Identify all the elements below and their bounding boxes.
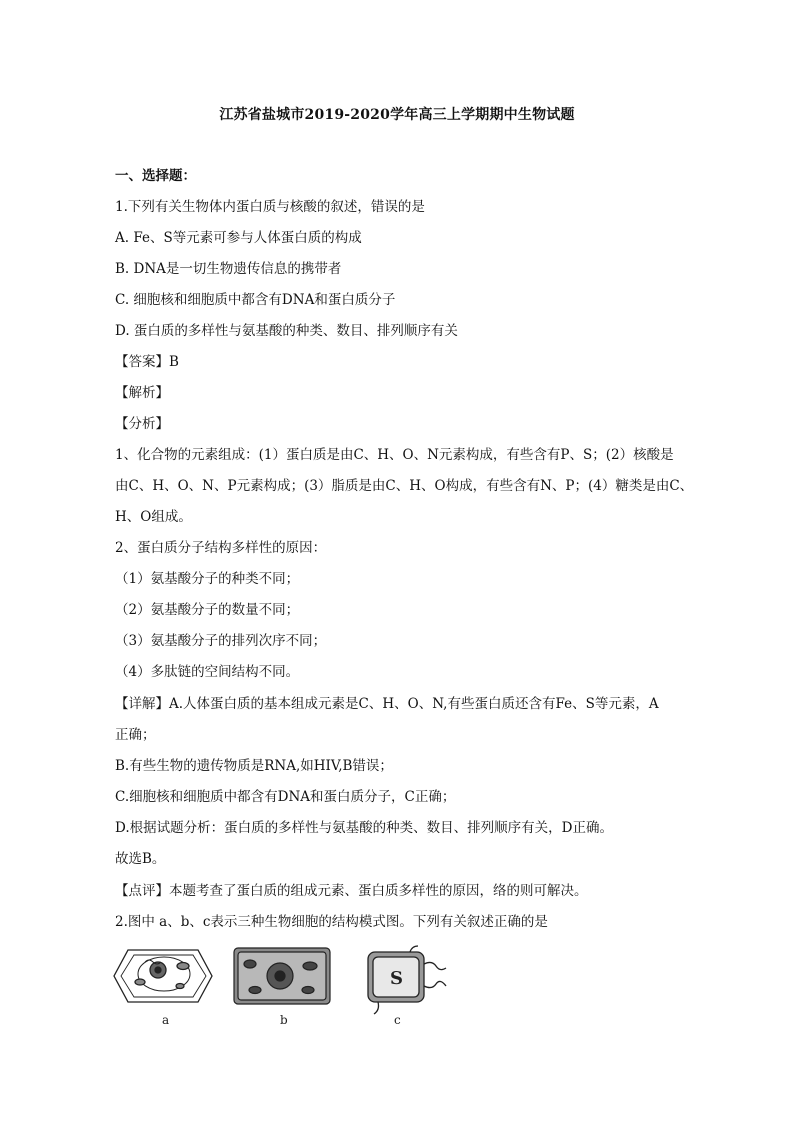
figure-label-c: c	[394, 1013, 401, 1027]
detail-line: 【详解】A.人体蛋白质的基本组成元素是C、H、O、N,有些蛋白质还含有Fe、S等元素，A	[115, 696, 659, 712]
analysis-line: （4）多肽链的空间结构不同。	[115, 664, 300, 680]
detail-line: 正确；	[115, 727, 156, 743]
analysis-line: 2、蛋白质分子结构多样性的原因：	[115, 540, 327, 556]
cell-c-nucleoid-label: S	[390, 968, 403, 989]
analysis-line: （1）氨基酸分子的种类不同；	[115, 571, 300, 587]
analysis-line: 1、化合物的元素组成：(1）蛋白质是由C、H、O、N元素构成，有些含有P、S；(2）核酸是	[115, 447, 674, 463]
option-c: C. 细胞核和细胞质中都含有DNA和蛋白质分子	[115, 292, 396, 308]
plant-cell-diagram	[114, 950, 212, 1002]
option-b: B. DNA是一切生物遗传信息的携带者	[115, 261, 342, 277]
analysis-line: （2）氨基酸分子的数量不同；	[115, 602, 300, 618]
figure-label-b: b	[280, 1013, 288, 1027]
detail-line: B.有些生物的遗传物质是RNA,如HIV,B错误；	[115, 758, 393, 774]
analysis-line: 由C、H、O、N、P元素构成；(3）脂质是由C、H、O构成，有些含有N、P；(4）糖类是由C、	[115, 478, 694, 494]
page-title: 江苏省盐城市2019-2020学年高三上学期期中生物试题	[219, 107, 575, 123]
fenxi-label: 【分析】	[115, 416, 169, 432]
animal-cell-diagram	[234, 948, 330, 1004]
section-heading: 一、选择题：	[115, 168, 196, 184]
figure-label-a: a	[162, 1013, 170, 1027]
detail-line: C.细胞核和细胞质中都含有DNA和蛋白质分子，C正确；	[115, 789, 456, 805]
answer: 【答案】B	[115, 354, 179, 370]
option-a: A. Fe、S等元素可参与人体蛋白质的构成	[115, 230, 362, 246]
question-1-stem: 1.下列有关生物体内蛋白质与核酸的叙述，错误的是	[115, 199, 425, 215]
detail-line: 故选B。	[115, 851, 166, 867]
comment: 【点评】本题考查了蛋白质的组成元素、蛋白质多样性的原因，络的则可解决。	[115, 883, 588, 899]
analysis-line: （3）氨基酸分子的排列次序不同；	[115, 633, 327, 649]
question-2-stem: 2.图中 a、b、c表示三种生物细胞的结构模式图。下列有关叙述正确的是	[115, 914, 548, 930]
jiexi-label: 【解析】	[115, 385, 169, 401]
cell-diagrams-svg	[110, 944, 470, 1030]
option-d: D. 蛋白质的多样性与氨基酸的种类、数目、排列顺序有关	[115, 323, 458, 339]
bacterium-diagram	[368, 946, 446, 1014]
cell-diagrams-figure	[110, 944, 470, 1030]
detail-line: D.根据试题分析：蛋白质的多样性与氨基酸的种类、数目、排列顺序有关，D正确。	[115, 820, 613, 836]
analysis-line: H、O组成。	[115, 509, 192, 525]
